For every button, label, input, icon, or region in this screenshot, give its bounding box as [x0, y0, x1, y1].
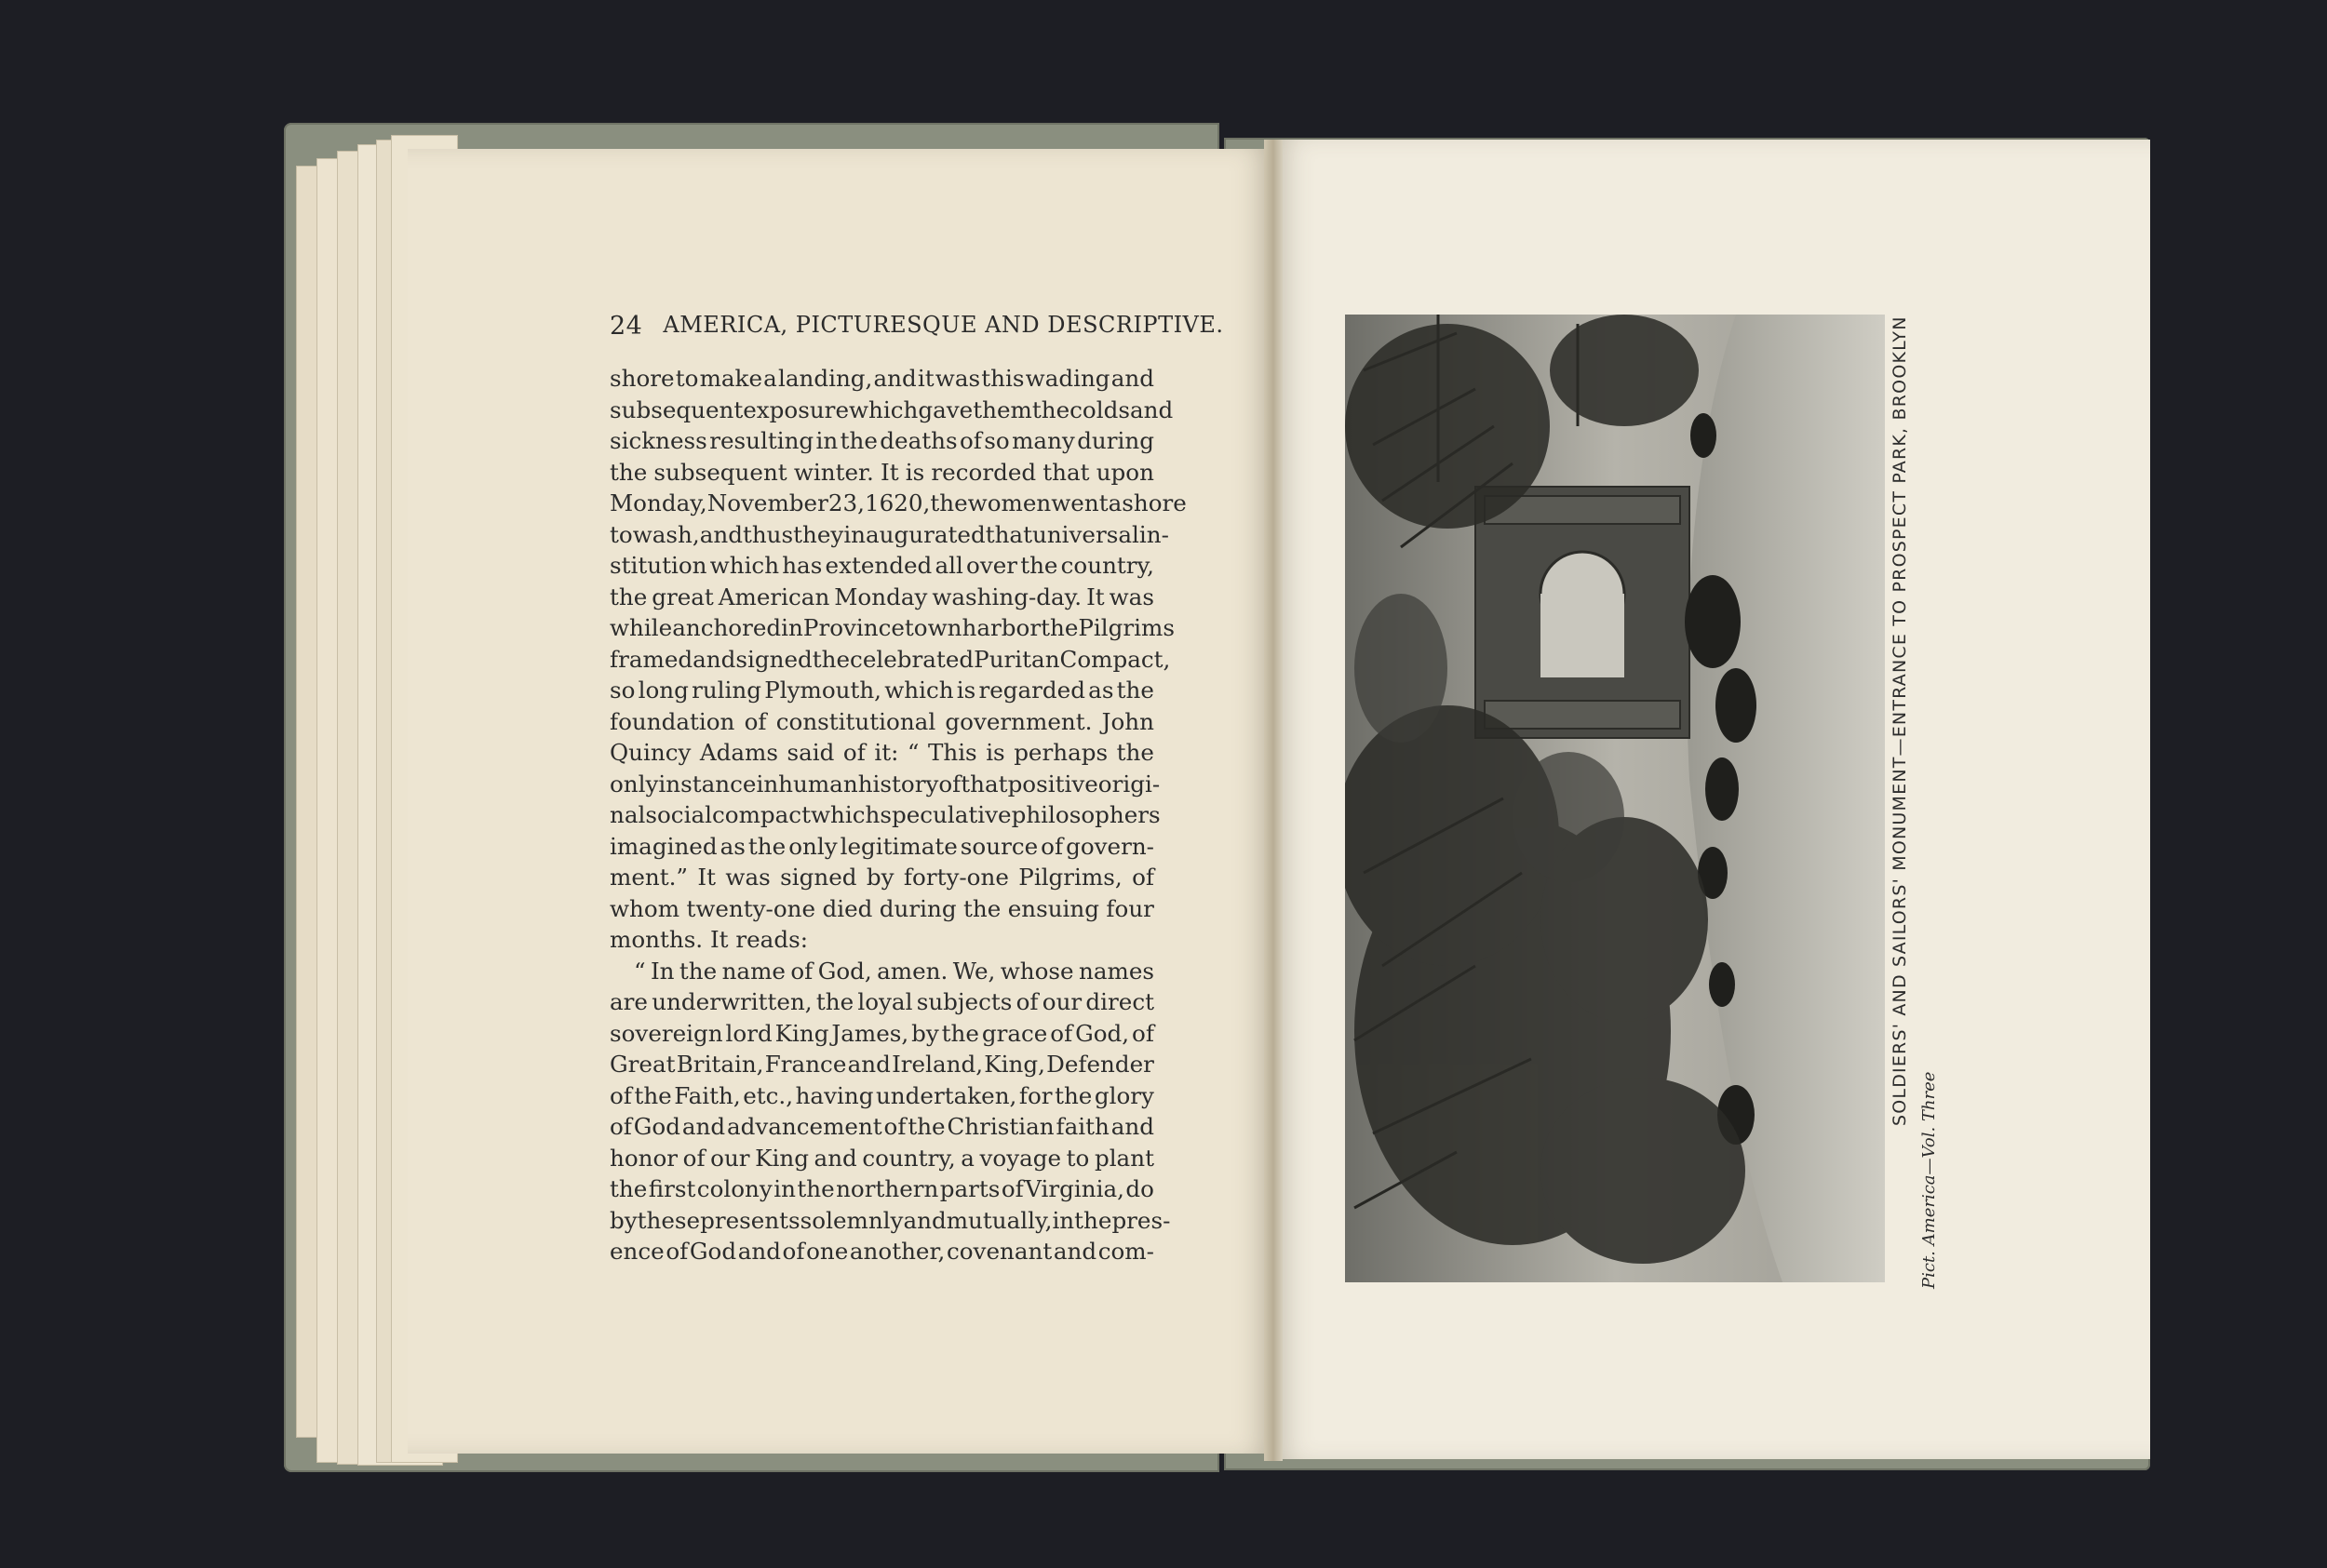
running-head-title: AMERICA, PICTURESQUE AND DESCRIPTIVE.: [663, 312, 1224, 338]
book-gutter: [1264, 140, 1283, 1461]
page-number: 24: [610, 312, 643, 341]
text-line: the great American Monday washing-day. It was: [610, 583, 1154, 610]
text-line: subsequent exposure which gave them the colds and: [610, 395, 1174, 423]
text-line: imagined as the only legitimate source of govern-: [610, 832, 1154, 860]
text-line: the subsequent winter. It is recorded that upon: [610, 458, 1154, 486]
text-line: Quincy Adams said of it: “ This is perhaps the: [610, 739, 1154, 766]
text-line: of the Faith, etc., having undertaken, for the glory: [610, 1081, 1154, 1109]
text-line: to wash, and thus they inaugurated that universal in-: [610, 520, 1169, 548]
text-line: while anchored in Provincetown harbor the Pilgrims: [610, 614, 1175, 641]
text-line: by these presents solemnly and mutually, in the pres-: [610, 1206, 1171, 1234]
text-line: are underwritten, the loyal subjects of our direct: [610, 988, 1154, 1015]
text-line: of God and advancement of the Christian faith and: [610, 1113, 1154, 1140]
text-line: whom twenty-one died during the ensuing four: [610, 894, 1154, 922]
text-line: framed and signed the celebrated Puritan Compact,: [610, 645, 1171, 673]
text-line: Monday, November 23, 1620, the women went ashore: [610, 489, 1187, 516]
text-line: sovereign lord King James, by the grace of God, of: [610, 1019, 1154, 1047]
park-entrance-photo: [1345, 315, 1885, 1282]
text-line: foundation of constitutional government. John: [610, 707, 1154, 735]
text-line: the first colony in the northern parts of Virginia, do: [610, 1175, 1154, 1202]
body-text: [610, 363, 1187, 1267]
plate-caption-credit: Pict. America—Vol. Three: [1919, 1071, 1939, 1289]
text-line: honor of our King and country, a voyage to plant: [610, 1144, 1154, 1172]
plate-photograph: [1345, 315, 1885, 1282]
text-line: months. It reads:: [610, 926, 808, 953]
text-line: so long ruling Plymouth, which is regarded as the: [610, 677, 1154, 704]
text-line: only instance in human history of that positive origi-: [610, 770, 1161, 797]
text-line: Great Britain, France and Ireland, King, Defender: [610, 1051, 1154, 1078]
plate-caption-title: SOLDIERS' AND SAILORS' MONUMENT—ENTRANCE TO PROSPECT PARK, BROOKLYN: [1890, 315, 1910, 1126]
text-line: ence of God and of one another, covenant and com-: [610, 1238, 1154, 1265]
text-line: sickness resulting in the deaths of so many during: [610, 427, 1154, 454]
text-line: ment.” It was signed by forty-one Pilgrims, of: [610, 864, 1154, 891]
text-line: stitution which has extended all over the country,: [610, 552, 1154, 579]
text-line: “ In the name of God, amen. We, whose names: [634, 957, 1154, 985]
running-head: [610, 312, 1224, 341]
text-line: shore to make a landing, and it was this wading and: [610, 365, 1154, 392]
text-line: nal social compact which speculative philosophers: [610, 801, 1161, 828]
